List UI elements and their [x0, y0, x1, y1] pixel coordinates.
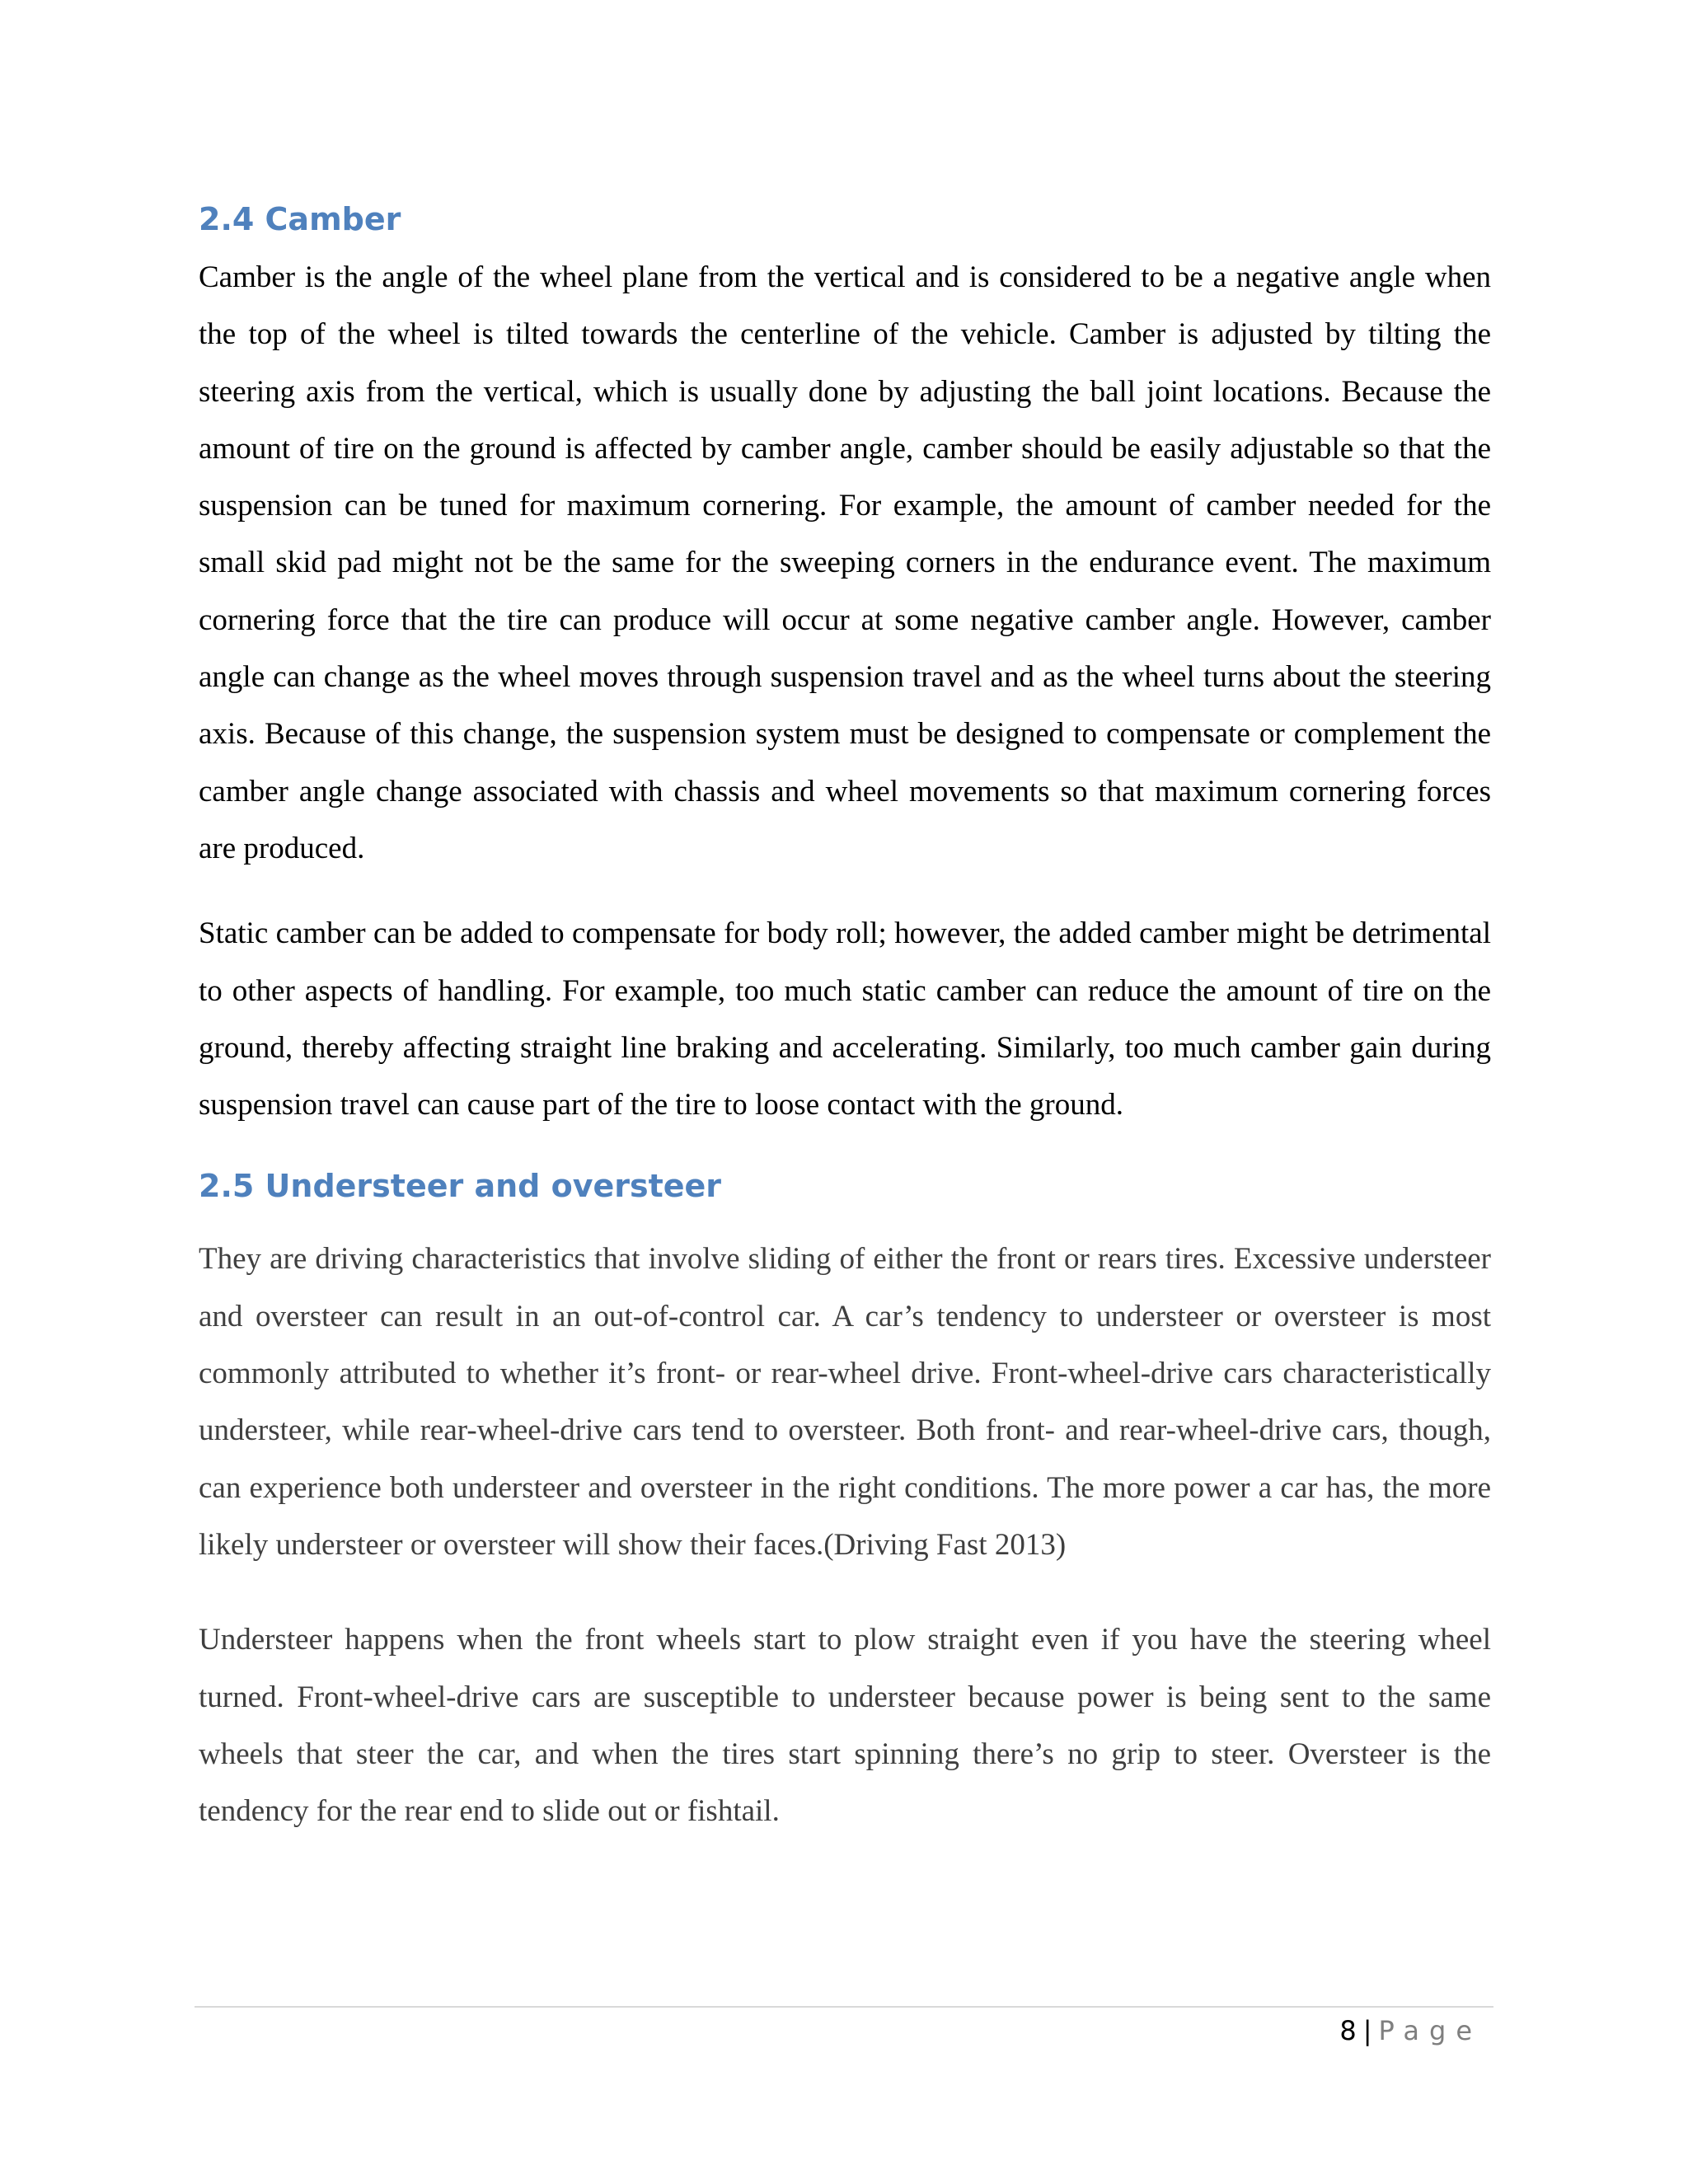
paragraph-understeer-1: They are driving characteristics that involve sliding of either the front or rears tires. Excessive understeer and oversteer can result in an out-of-control car. A car’s tendency to understeer or oversteer is most commonly attributed to whether it’s front- or rear-wheel drive. Front-wheel-drive cars characteristically understeer, while rear-wheel-drive cars tend to oversteer. Both front- and rear-wheel-drive cars, though, can experience both understeer and oversteer in the right conditions. The more power a car has, the more likely understeer or oversteer will show their faces.(Driving Fast 2013) — [199, 1242, 1491, 1562]
footer-divider — [195, 2006, 1493, 2008]
page-footer — [1339, 2013, 1482, 2049]
page-label: Page — [1378, 2015, 1482, 2046]
paragraph-understeer-2: Understeer happens when the front wheels start to plow straight even if you have the steering wheel turned. Front-wheel-drive cars are susceptible to understeer because power is being sent to the same wheels that steer the car, and when the tires start spinning there’s no grip to steer. Oversteer is the tendency for the rear end to slide out or fishtail. — [199, 1623, 1491, 1829]
section-heading-understeer: 2.5 Understeer and oversteer — [199, 1168, 722, 1205]
page-content — [199, 194, 1491, 1840]
paragraph-camber-2: Static camber can be added to compensate for body roll; however, the added camber might be detrimental to other aspects of handling. For example, too much static camber can reduce the amount of tire on the ground, thereby affecting straight line braking and accelerating. Similarly, too much camber gain during suspension travel can cause part of the tire to loose contact with the ground. — [199, 916, 1491, 1122]
section-heading-camber: 2.4 Camber — [199, 201, 401, 237]
footer-separator: | — [1362, 2015, 1372, 2046]
page-number: 8 — [1339, 2015, 1357, 2046]
paragraph-camber-1: Camber is the angle of the wheel plane from the vertical and is considered to be a negative angle when the top of the wheel is tilted towards the centerline of the vehicle. Camber is adjusted by tilting the steering axis from the vertical, which is usually done by adjusting the ball joint locations. Because the amount of tire on the ground is affected by camber angle, camber should be easily adjustable so that the suspension can be tuned for maximum cornering. For example, the amount of camber needed for the small skid pad might not be the same for the sweeping corners in the endurance event. The maximum cornering force that the tire can produce will occur at some negative camber angle. However, camber angle can change as the wheel moves through suspension travel and as the wheel turns about the steering axis. Because of this change, the suspension system must be designed to compensate or complement the camber angle change associated with chassis and wheel movements so that maximum cornering forces are produced. — [199, 260, 1491, 865]
